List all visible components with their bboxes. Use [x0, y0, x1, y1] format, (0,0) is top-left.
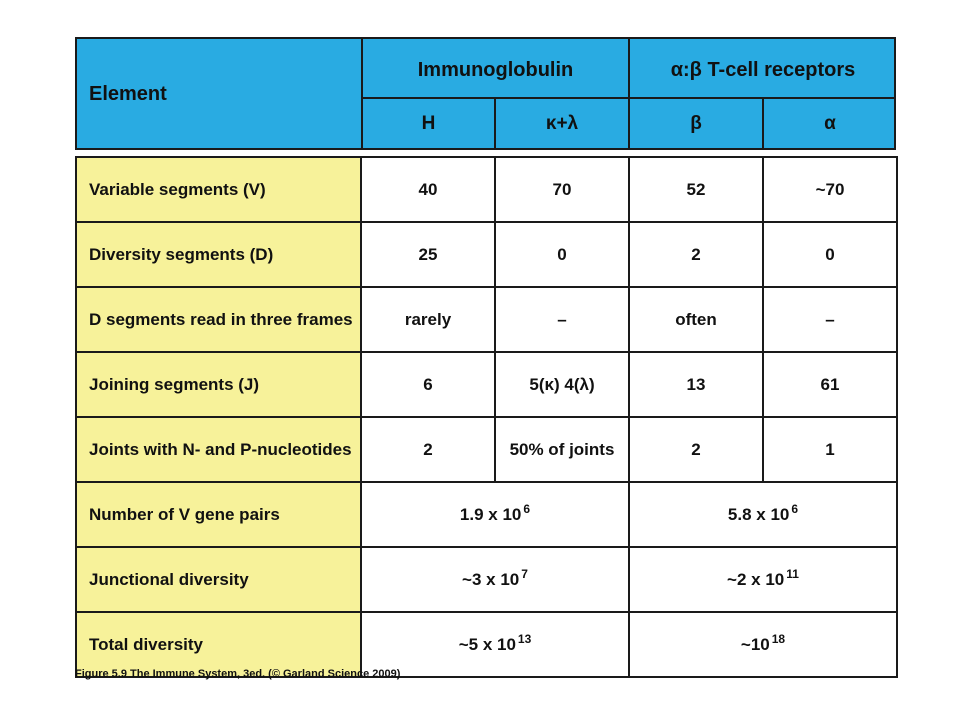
header-divider	[361, 97, 894, 99]
row-label: Joining segments (J)	[76, 352, 361, 417]
row-label: Number of V gene pairs	[76, 482, 361, 547]
table-cell: 1	[763, 417, 897, 482]
table-cell: 0	[763, 222, 897, 287]
table-row	[76, 157, 897, 222]
tcell-receptor-header: α:β T-cell receptors	[670, 59, 856, 81]
light-chain-header: κ+λ	[545, 113, 579, 134]
table-cell: often	[629, 287, 763, 352]
row-label: Diversity segments (D)	[76, 222, 361, 287]
value-exponent: 18	[771, 631, 786, 646]
heavy-chain-header: H	[421, 113, 436, 134]
row-label: Total diversity	[76, 612, 361, 677]
value-exponent: 11	[786, 566, 799, 581]
table-cell: 0	[495, 222, 629, 287]
value-exponent: 6	[523, 501, 531, 516]
beta-chain-header: β	[690, 113, 702, 134]
value-base: 1.9 x 10	[459, 504, 522, 524]
element-header: Element	[89, 83, 167, 105]
value-base: ~3 x 10	[462, 569, 520, 589]
immunoglobulin-header: Immunoglobulin	[417, 59, 574, 81]
table-cell: 70	[495, 157, 629, 222]
table-cell: 2	[361, 417, 495, 482]
table-row	[76, 547, 897, 612]
table-cell: 40	[361, 157, 495, 222]
merged-cell	[629, 612, 897, 677]
value-exponent: 6	[791, 501, 799, 516]
diversity-table	[75, 156, 898, 678]
table-cell: –	[763, 287, 897, 352]
table-cell: 50% of joints	[495, 417, 629, 482]
table-cell: 13	[629, 352, 763, 417]
merged-cell	[361, 482, 629, 547]
table-row	[76, 482, 897, 547]
figure-caption: Figure 5.9 The Immune System, 3ed. (© Garland Science 2009)	[75, 668, 401, 680]
value-base: ~5 x 10	[458, 634, 516, 654]
value-base: ~10	[740, 634, 770, 654]
table-cell: 2	[629, 222, 763, 287]
table-cell: 2	[629, 417, 763, 482]
value-exponent: 7	[521, 566, 528, 581]
table-cell: –	[495, 287, 629, 352]
alpha-chain-header: α	[824, 113, 836, 134]
merged-cell	[629, 547, 897, 612]
merged-cell	[629, 482, 897, 547]
table-header	[75, 37, 896, 150]
value-base: 5.8 x 10	[727, 504, 790, 524]
table-row	[76, 352, 897, 417]
table-cell: 61	[763, 352, 897, 417]
table-cell: rarely	[361, 287, 495, 352]
table-row	[76, 287, 897, 352]
table-row	[76, 417, 897, 482]
table-row	[76, 222, 897, 287]
row-label: Junctional diversity	[76, 547, 361, 612]
value-base: ~2 x 10	[727, 569, 785, 589]
value-exponent: 13	[517, 631, 532, 646]
row-label: Joints with N- and P-nucleotides	[76, 417, 361, 482]
table-cell: 25	[361, 222, 495, 287]
table-cell: 5(κ) 4(λ)	[495, 352, 629, 417]
table-cell: 6	[361, 352, 495, 417]
table-cell: 52	[629, 157, 763, 222]
row-label: D segments read in three frames	[76, 287, 361, 352]
merged-cell	[361, 547, 629, 612]
row-label: Variable segments (V)	[76, 157, 361, 222]
table-cell: ~70	[763, 157, 897, 222]
merged-cell	[361, 612, 629, 677]
